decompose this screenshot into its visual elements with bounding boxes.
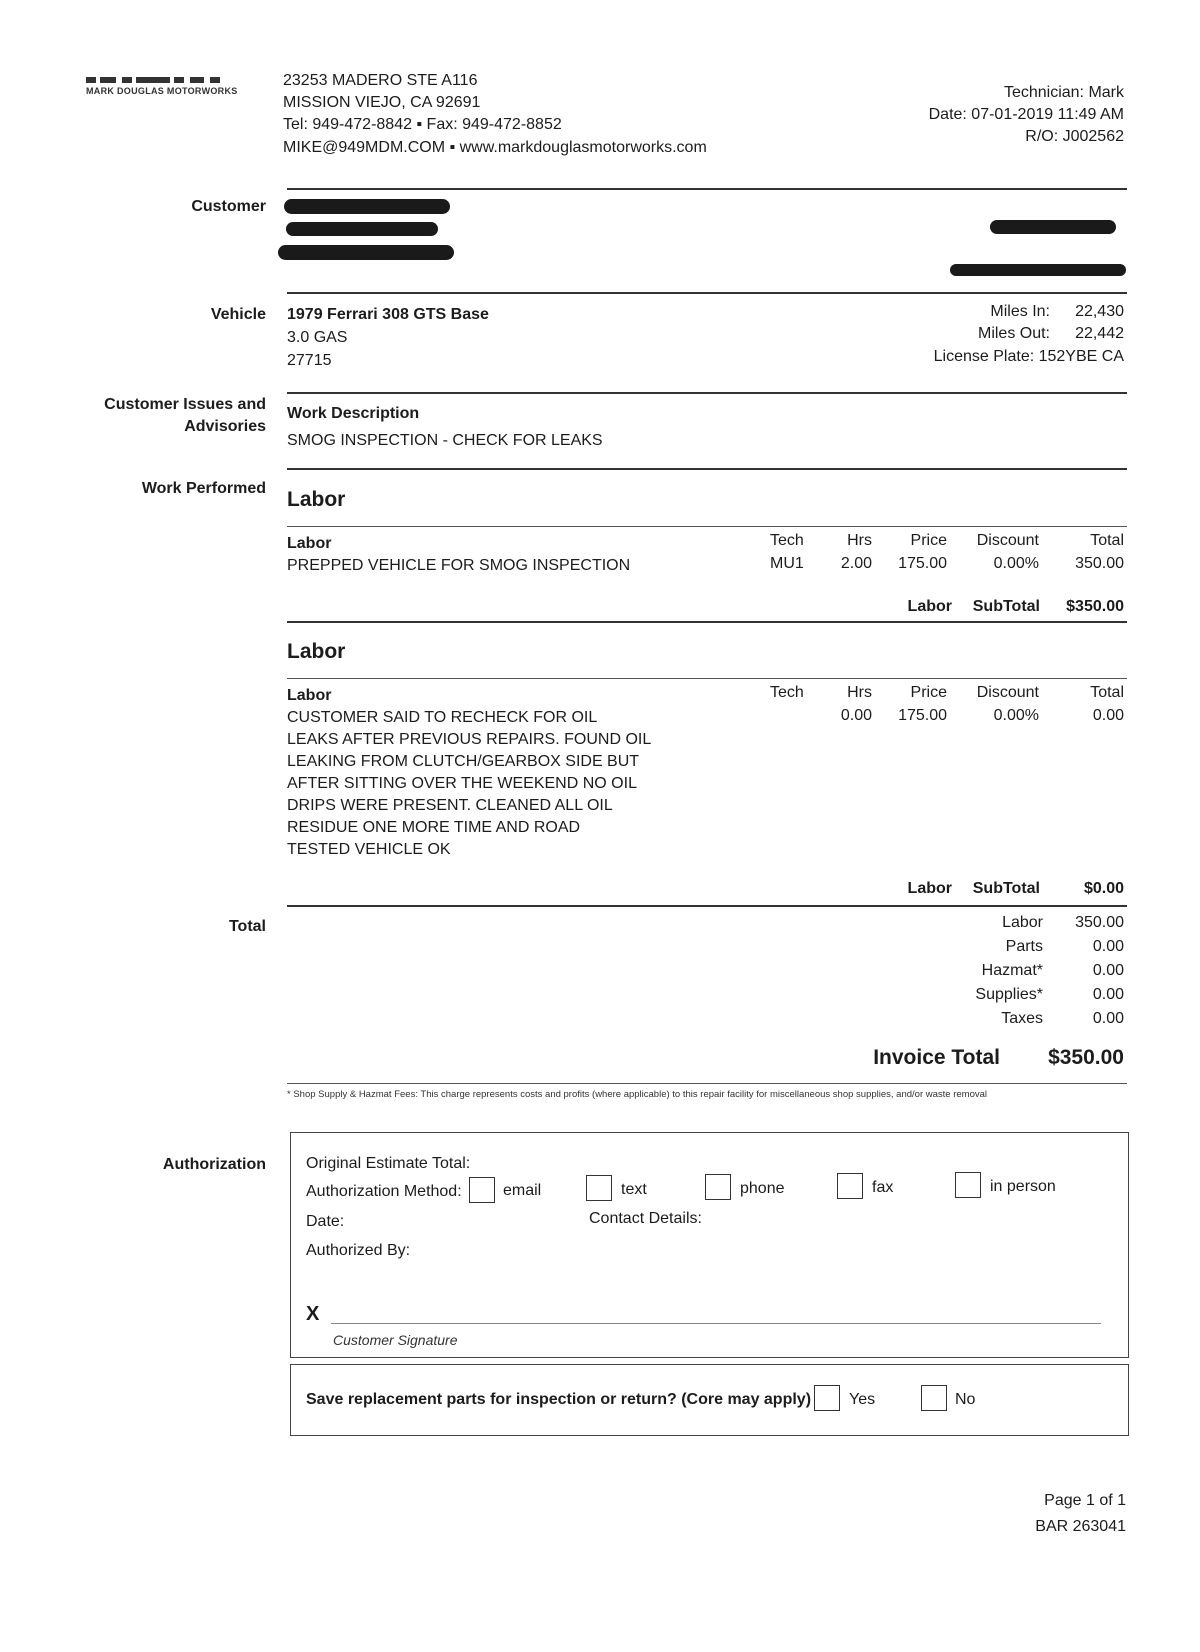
- email-option-label: email: [503, 1182, 542, 1199]
- labor-price: 175.00: [898, 707, 947, 724]
- labor-discount: 0.00%: [993, 707, 1039, 724]
- divider: [287, 526, 1127, 527]
- labor-line: DRIPS WERE PRESENT. CLEANED ALL OIL: [287, 797, 613, 814]
- total-row-value: 350.00: [1075, 914, 1124, 931]
- text-checkbox[interactable]: [586, 1175, 612, 1201]
- labor-line: PREPPED VEHICLE FOR SMOG INSPECTION: [287, 557, 631, 574]
- redacted-customer-name: [284, 199, 450, 214]
- labor-line: LEAKS AFTER PREVIOUS REPAIRS. FOUND OIL: [287, 731, 652, 748]
- total-row-value: 0.00: [1092, 938, 1124, 955]
- license-plate: License Plate: 152YBE CA: [933, 348, 1124, 365]
- price-column-header: Price: [910, 532, 947, 549]
- work-description-text: SMOG INSPECTION - CHECK FOR LEAKS: [287, 432, 603, 449]
- phone-checkbox[interactable]: [705, 1174, 731, 1200]
- miles-out-value: 22,442: [1075, 325, 1124, 342]
- shop-address-line1: 23253 MADERO STE A116: [283, 72, 478, 89]
- authorization-date-label: Date:: [306, 1213, 345, 1230]
- redacted-customer-phone: [990, 220, 1116, 234]
- logo-graphic-icon: [86, 76, 251, 86]
- fax-checkbox[interactable]: [837, 1173, 863, 1199]
- issues-label-line1: Customer Issues and: [104, 396, 266, 413]
- save-parts-no-checkbox[interactable]: [921, 1385, 947, 1411]
- vehicle-number: 27715: [287, 352, 332, 369]
- price-column-header: Price: [910, 684, 947, 701]
- total-row-label: Taxes: [1001, 1010, 1043, 1027]
- redacted-customer-address: [286, 222, 438, 236]
- total-row-label: Labor: [1002, 914, 1043, 931]
- total-row-value: 0.00: [1092, 962, 1124, 979]
- shop-logo: [86, 76, 251, 96]
- labor-column-header: Labor: [287, 535, 332, 552]
- miles-out-label: Miles Out:: [977, 325, 1050, 342]
- divider: [287, 905, 1127, 907]
- total-label: Total: [228, 918, 266, 935]
- in-person-checkbox[interactable]: [955, 1172, 981, 1198]
- subtotal-label-labor: Labor: [907, 598, 952, 615]
- subtotal-label: SubTotal: [972, 880, 1040, 897]
- labor-column-header: Labor: [287, 687, 332, 704]
- customer-label: Customer: [191, 198, 266, 215]
- divider: [287, 678, 1127, 679]
- invoice-total-value: $350.00: [1048, 1046, 1124, 1069]
- tech-column-header: Tech: [770, 532, 804, 549]
- vehicle-label: Vehicle: [210, 306, 266, 323]
- redacted-customer-email: [950, 264, 1126, 276]
- labor-line: CUSTOMER SAID TO RECHECK FOR OIL: [287, 709, 598, 726]
- total-row-label: Supplies*: [975, 986, 1043, 1003]
- save-parts-question: Save replacement parts for inspection or return? (Core may apply): [306, 1391, 812, 1408]
- technician: Technician: Mark: [1003, 84, 1124, 101]
- vehicle-name: 1979 Ferrari 308 GTS Base: [287, 306, 489, 323]
- page-number: Page 1 of 1: [1044, 1492, 1126, 1509]
- discount-column-header: Discount: [976, 684, 1039, 701]
- total-row-label: Hazmat*: [981, 962, 1043, 979]
- vehicle-engine: 3.0 GAS: [287, 329, 348, 346]
- tech-column-header: Tech: [770, 684, 804, 701]
- labor-total: 0.00: [1092, 707, 1124, 724]
- labor-line: AFTER SITTING OVER THE WEEKEND NO OIL: [287, 775, 637, 792]
- total-row-value: 0.00: [1092, 1010, 1124, 1027]
- phone-option-label: phone: [740, 1180, 785, 1197]
- save-parts-yes-label: Yes: [849, 1391, 876, 1408]
- authorized-by-label: Authorized By:: [306, 1242, 411, 1259]
- labor-tech: MU1: [770, 555, 804, 572]
- authorization-method-label: Authorization Method:: [306, 1183, 462, 1200]
- labor-line: TESTED VEHICLE OK: [287, 841, 451, 858]
- labor-block-title: Labor: [287, 640, 346, 663]
- work-performed-label: Work Performed: [141, 480, 266, 497]
- subtotal-value: $350.00: [1066, 598, 1124, 615]
- divider: [287, 292, 1127, 294]
- miles-in-label: Miles In:: [990, 303, 1050, 320]
- labor-price: 175.00: [898, 555, 947, 572]
- authorization-box: [290, 1132, 1129, 1358]
- shop-web: MIKE@949MDM.COM ▪ www.markdouglasmotorworks.com: [283, 139, 707, 156]
- save-parts-yes-checkbox[interactable]: [814, 1385, 840, 1411]
- labor-block-title: Labor: [287, 488, 346, 511]
- total-column-header: Total: [1090, 684, 1124, 701]
- customer-signature-line[interactable]: [331, 1323, 1101, 1324]
- contact-details-label: Contact Details:: [589, 1210, 702, 1227]
- labor-hrs: 0.00: [840, 707, 872, 724]
- divider: [287, 1083, 1127, 1084]
- fees-footnote: * Shop Supply & Hazmat Fees: This charge represents costs and profits (where applicable) to this repair facility for miscellaneous shop supplies, and/or waste removal: [287, 1089, 987, 1100]
- text-option-label: text: [621, 1181, 647, 1198]
- labor-line: LEAKING FROM CLUTCH/GEARBOX SIDE BUT: [287, 753, 640, 770]
- bar-number: BAR 263041: [1035, 1518, 1126, 1535]
- total-column-header: Total: [1090, 532, 1124, 549]
- shop-phone: Tel: 949-472-8842 ▪ Fax: 949-472-8852: [283, 116, 562, 133]
- labor-discount: 0.00%: [993, 555, 1039, 572]
- invoice-total-label: Invoice Total: [873, 1046, 1000, 1069]
- authorization-label: Authorization: [162, 1156, 266, 1173]
- subtotal-label: SubTotal: [972, 598, 1040, 615]
- divider: [287, 392, 1127, 394]
- repair-order-number: R/O: J002562: [1025, 128, 1124, 145]
- subtotal-value: $0.00: [1083, 880, 1124, 897]
- miles-in-value: 22,430: [1075, 303, 1124, 320]
- total-row-label: Parts: [1005, 938, 1043, 955]
- signature-x-mark: X: [306, 1303, 320, 1325]
- invoice-date: Date: 07-01-2019 11:49 AM: [928, 106, 1124, 123]
- hrs-column-header: Hrs: [847, 532, 872, 549]
- save-parts-no-label: No: [955, 1391, 976, 1408]
- original-estimate-label: Original Estimate Total:: [306, 1155, 471, 1172]
- fax-option-label: fax: [872, 1179, 894, 1196]
- customer-signature-caption: Customer Signature: [333, 1332, 458, 1348]
- redacted-customer-city: [278, 245, 454, 260]
- divider: [287, 621, 1127, 623]
- discount-column-header: Discount: [976, 532, 1039, 549]
- issues-label-line2: Advisories: [184, 418, 266, 435]
- logo-text: MARK DOUGLAS MOTORWORKS: [86, 86, 238, 96]
- work-description-heading: Work Description: [287, 405, 420, 422]
- save-parts-box: [290, 1364, 1129, 1436]
- labor-hrs: 2.00: [840, 555, 872, 572]
- hrs-column-header: Hrs: [847, 684, 872, 701]
- divider: [287, 468, 1127, 470]
- subtotal-label-labor: Labor: [907, 880, 952, 897]
- shop-address-line2: MISSION VIEJO, CA 92691: [283, 94, 481, 111]
- email-checkbox[interactable]: [469, 1177, 495, 1203]
- labor-total: 350.00: [1075, 555, 1124, 572]
- divider: [287, 188, 1127, 190]
- in-person-option-label: in person: [990, 1178, 1056, 1195]
- total-row-value: 0.00: [1092, 986, 1124, 1003]
- labor-line: RESIDUE ONE MORE TIME AND ROAD: [287, 819, 581, 836]
